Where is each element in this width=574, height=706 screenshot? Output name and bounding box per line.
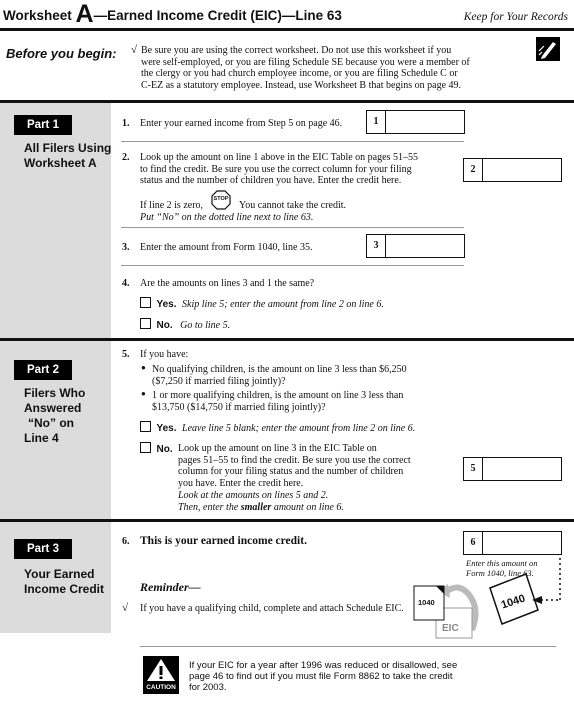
- line5-no-text: [178, 443, 428, 489]
- line5-box-label: 5: [464, 458, 483, 480]
- line2-number: 2.: [122, 152, 130, 163]
- reminder-check-mark: √: [122, 602, 129, 614]
- line2-zero-text: If line 2 is zero,: [140, 200, 204, 211]
- part3-title: [24, 567, 104, 597]
- part2-tag: Part 2: [14, 360, 72, 380]
- line4-no-text: Go to line 5.: [180, 320, 231, 331]
- line5-yes-option[interactable]: [140, 421, 415, 434]
- line5-no-option[interactable]: [140, 442, 173, 455]
- line1-entry-box[interactable]: [366, 110, 465, 134]
- part1-title: [24, 141, 111, 171]
- line4-no-label: No.: [156, 320, 173, 331]
- before-line-4: C-EZ as a statutory employee. Instead, use Worksheet B that begins on page 49.: [141, 79, 462, 91]
- enter-note-line-2: Form 1040, line 63.: [466, 568, 534, 578]
- title-prefix: Worksheet: [3, 8, 76, 23]
- part3-tag: Part 3: [14, 539, 72, 559]
- caution-label: CAUTION: [146, 684, 176, 691]
- line5-no-line-2: pages 51–55 to find the credit. Be sure you use the correct: [178, 454, 411, 466]
- line4-number: 4.: [122, 278, 130, 289]
- line4-yes-text: Skip line 5; enter the amount from line 2 on line 6.: [182, 299, 384, 310]
- part1-tag: Part 1: [14, 115, 72, 135]
- line4-yes-checkbox[interactable]: [140, 297, 151, 308]
- part2-title-line-2: Answered: [24, 401, 82, 415]
- part2-title-line-4: Line 4: [24, 431, 59, 445]
- line6-box-label: 6: [464, 532, 483, 554]
- form-eic-label: EIC: [442, 623, 459, 634]
- line6-number: 6.: [122, 536, 130, 547]
- caution-icon: [143, 656, 179, 694]
- line5-bullet-1: [152, 364, 407, 387]
- stop-sign-label: STOP: [213, 196, 229, 202]
- part2-title-line-3: “No” on: [28, 416, 74, 430]
- line5-number: 5.: [122, 349, 130, 360]
- line1-text: Enter your earned income from Step 5 on page 46.: [140, 118, 343, 129]
- caution-text: [189, 660, 457, 693]
- line2-entry-box[interactable]: [463, 158, 562, 182]
- line5-no-line-3: column for your filing status and the number of children: [178, 466, 404, 477]
- worksheet-title: [3, 0, 342, 28]
- caution-line-2: page 46 to find out if you must file Form 8862 to take the credit: [189, 671, 453, 682]
- line4-no-option[interactable]: [140, 318, 230, 331]
- line2-text: [140, 152, 440, 187]
- line3-rule: [121, 265, 464, 266]
- keep-records-note: Keep for Your Records: [463, 11, 568, 23]
- caution-rule: [140, 646, 556, 647]
- before-you-begin-label: Before you begin:: [6, 46, 117, 61]
- line2-rule: [121, 227, 464, 228]
- look-line-2a: Then, enter the: [178, 501, 241, 513]
- line1-number: 1.: [122, 118, 130, 129]
- line5-no-line-4: you have. Enter the credit here.: [178, 477, 304, 489]
- line5-text: If you have:: [140, 349, 189, 360]
- bullet-1-line-1: No qualifying children, is the amount on line 3 less than $6,250: [152, 364, 407, 375]
- bullet-2-icon: ●: [141, 389, 146, 398]
- line5-look-instruction: [178, 490, 344, 513]
- caution-line-3: for 2003.: [189, 682, 227, 693]
- line3-number: 3.: [122, 242, 130, 253]
- form-1040-big-label: 1040: [499, 592, 527, 612]
- look-line-2c: amount on line 6.: [271, 501, 344, 513]
- reminder-heading: Reminder—: [140, 580, 201, 594]
- line2-text-1: Look up the amount on line 1 above in the EIC Table on pages 51–55: [140, 152, 418, 163]
- line3-text: Enter the amount from Form 1040, line 35.: [140, 242, 313, 253]
- check-mark: √: [131, 44, 138, 56]
- bullet-1-icon: ●: [141, 363, 146, 372]
- line2-text-3: status and the number of children you have. Enter the credit here.: [140, 175, 402, 186]
- line1-box-label: 1: [367, 111, 386, 133]
- line3-entry-box[interactable]: [366, 234, 465, 258]
- look-line-2-smaller: smaller: [240, 501, 272, 513]
- line1-rule: [121, 141, 464, 142]
- line4-text: Are the amounts on lines 3 and 1 the same?: [140, 278, 315, 289]
- line4-yes-label: Yes.: [156, 299, 177, 310]
- title-letter: A: [75, 0, 94, 28]
- line5-no-line-1: Look up the amount on line 3 in the EIC Table on: [178, 443, 377, 454]
- part3-title-line-2: Income Credit: [24, 582, 105, 596]
- header-rule: [0, 28, 574, 31]
- look-line-1: Look at the amounts on lines 5 and 2.: [178, 490, 329, 501]
- enter-note-line-1: Enter this amount on: [466, 558, 538, 568]
- bullet-1-line-2: ($7,250 if married filing jointly)?: [152, 375, 286, 387]
- before-line-3: the clergy or you had church employee income, or you are filing Schedule C or: [141, 68, 458, 79]
- before-line-1: Be sure you are using the correct worksheet. Do not use this worksheet if you: [141, 45, 452, 56]
- line5-no-checkbox[interactable]: [140, 442, 151, 453]
- bullet-2-line-2: $13,750 ($14,750 if married filing jointly)?: [152, 401, 326, 413]
- part1-sidebar: [0, 103, 111, 338]
- reminder-text: If you have a qualifying child, complete and attach Schedule EIC.: [140, 603, 404, 614]
- line2-text-2: to find the credit. Be sure you use the correct column for your filing: [140, 163, 412, 175]
- cannot-take-credit-text: You cannot take the credit.: [239, 200, 347, 211]
- line2-box-label: 2: [464, 159, 483, 181]
- stop-sign-icon: [211, 190, 231, 210]
- part1-title-line-1: All Filers Using: [24, 141, 112, 155]
- line5-yes-text: Leave line 5 blank; enter the amount from line 2 on line 6.: [182, 423, 416, 434]
- line4-no-checkbox[interactable]: [140, 318, 151, 329]
- line5-yes-label: Yes.: [156, 423, 177, 434]
- forms-illustration-icon: [408, 552, 568, 642]
- caution-line-1: If your EIC for a year after 1996 was reduced or disallowed, see: [189, 660, 458, 671]
- title-rest: —Earned Income Credit (EIC)—Line 63: [93, 8, 342, 23]
- before-line-2: were self-employed, or you are filing Schedule SE because you were a member of: [141, 56, 470, 68]
- bullet-2-line-1: 1 or more qualifying children, is the amount on line 3 less than: [152, 390, 404, 401]
- line6-text: This is your earned income credit.: [140, 535, 307, 547]
- line5-bullet-2: [152, 390, 403, 413]
- look-line-2: [178, 502, 344, 514]
- line4-yes-option[interactable]: [140, 297, 384, 310]
- part1-title-line-2: Worksheet A: [24, 156, 97, 170]
- line3-box-label: 3: [367, 235, 386, 257]
- line2-zero-instruction: Put “No” on the dotted line next to line 63.: [140, 212, 314, 223]
- part3-title-line-1: Your Earned: [24, 567, 95, 581]
- line5-entry-box[interactable]: [463, 457, 562, 481]
- line5-yes-checkbox[interactable]: [140, 421, 151, 432]
- form-1040-small-label: 1040: [418, 598, 435, 607]
- part2-title: [24, 386, 85, 446]
- pencil-icon: [536, 37, 560, 61]
- line5-no-label: No.: [156, 444, 173, 455]
- before-you-begin-text: [141, 45, 511, 91]
- part2-title-line-1: Filers Who: [24, 386, 86, 400]
